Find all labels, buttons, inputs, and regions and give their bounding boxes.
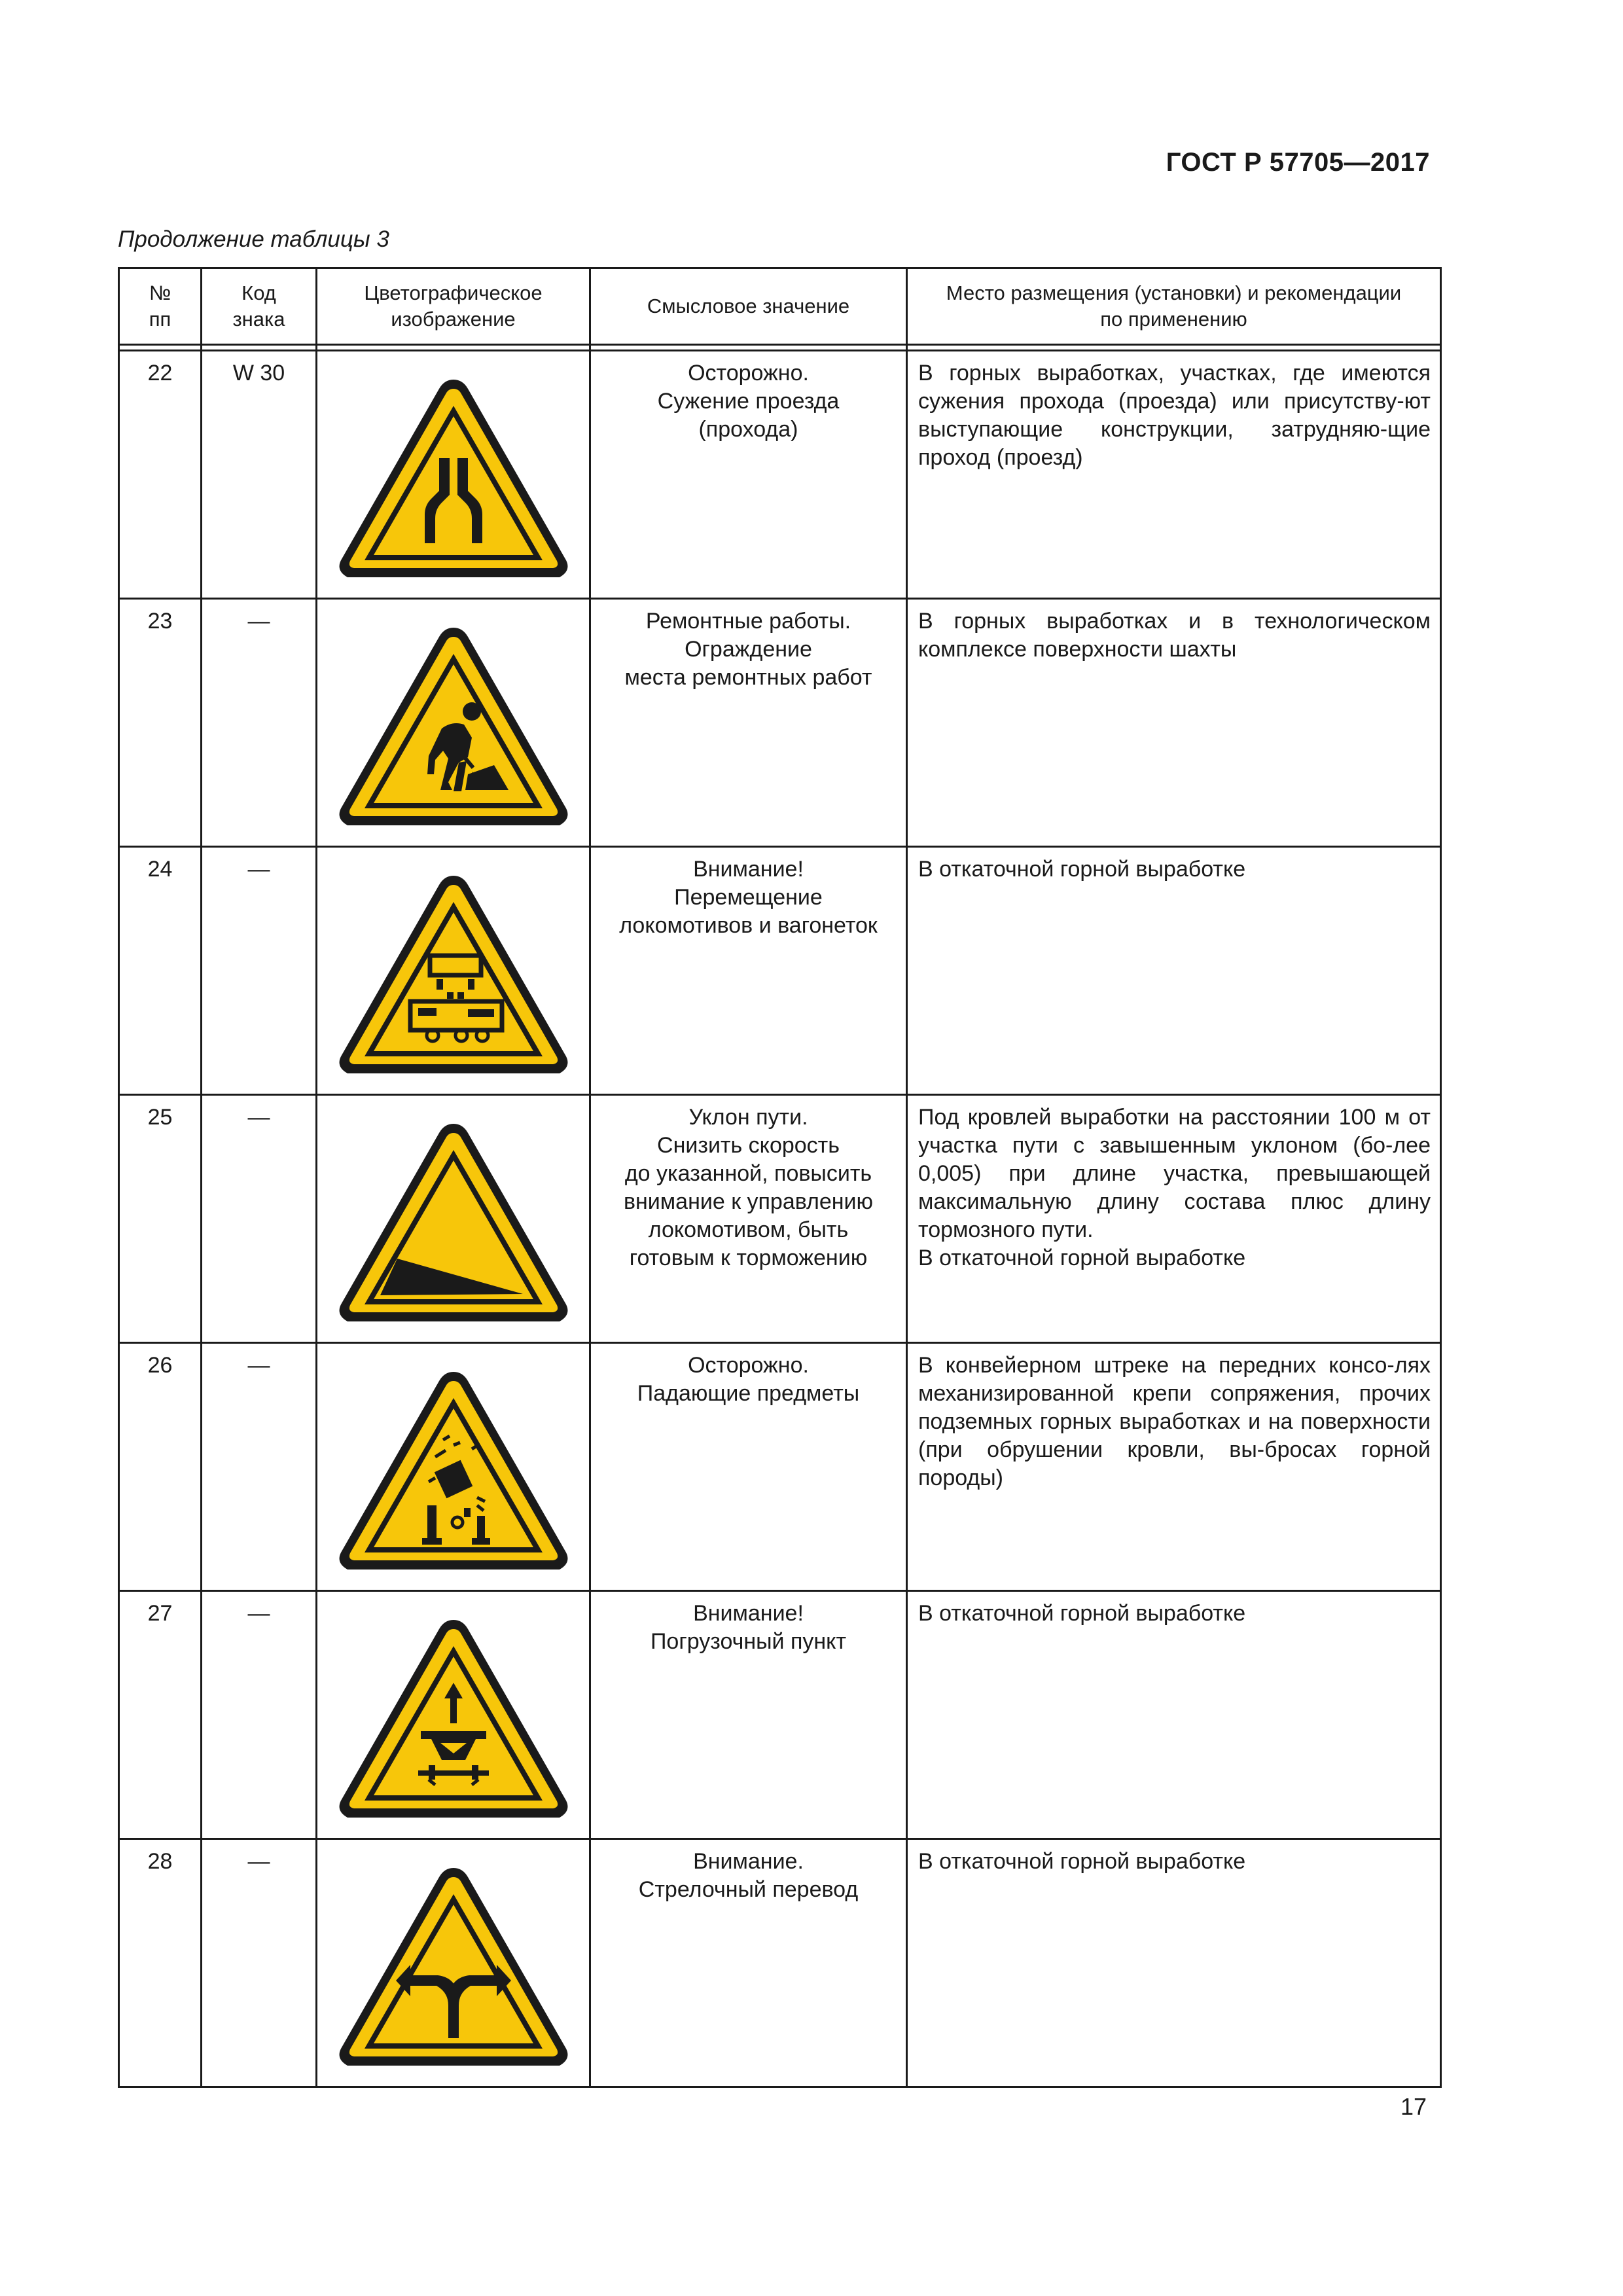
table-row	[119, 847, 1441, 1095]
sign-image-cell	[317, 1839, 590, 2087]
sign-code: —	[202, 1095, 317, 1343]
locomotive-icon	[337, 870, 570, 1081]
falling-objects-icon	[337, 1367, 570, 1577]
sign-meaning: Осторожно. Сужение проезда (прохода)	[590, 351, 907, 599]
header-meaning: Смысловое значение	[590, 268, 907, 345]
table-caption: Продолжение таблицы 3	[118, 226, 389, 252]
header-code: Код знака	[202, 268, 317, 345]
signs-table	[118, 267, 1442, 2088]
sign-image-cell	[317, 599, 590, 847]
table-row	[119, 1591, 1441, 1839]
sign-placement: В горных выработках, участках, где имеются сужения прохода (проезда) или присутству-ют выступающие конструкции, затрудняю-щие проход (проезд)	[907, 351, 1441, 599]
switch-point-icon	[337, 1863, 570, 2073]
header-image: Цветографическое изображение	[317, 268, 590, 345]
table-row	[119, 351, 1441, 599]
row-number: 28	[119, 1839, 202, 2087]
sign-image-cell	[317, 1095, 590, 1343]
standard-designation: ГОСТ Р 57705—2017	[1166, 148, 1430, 177]
table-header-row	[119, 268, 1441, 345]
sign-image-cell	[317, 847, 590, 1095]
sign-placement: В откаточной горной выработке	[907, 847, 1441, 1095]
table-row	[119, 599, 1441, 847]
table-row	[119, 1839, 1441, 2087]
row-number: 24	[119, 847, 202, 1095]
header-num: № пп	[119, 268, 202, 345]
header-place: Место размещения (установки) и рекомендации по применению	[907, 268, 1441, 345]
sign-code: —	[202, 847, 317, 1095]
row-number: 23	[119, 599, 202, 847]
sign-placement: В откаточной горной выработке	[907, 1839, 1441, 2087]
row-number: 27	[119, 1591, 202, 1839]
sign-code: —	[202, 599, 317, 847]
sign-meaning: Осторожно. Падающие предметы	[590, 1343, 907, 1591]
sign-placement: Под кровлей выработки на расстоянии 100 м от участка пути с завышенным уклоном (бо-лее 0,005) при длине участка, превышающей максимальную длину состава плюс длину тормозного пути. В откаточной горной выработке	[907, 1095, 1441, 1343]
sign-placement: В конвейерном штреке на передних консо-лях механизированной крепи сопряжения, прочих подземных горных выработках и на поверхности (при обрушении кровли, вы-бросах горной породы)	[907, 1343, 1441, 1591]
sign-image-cell	[317, 351, 590, 599]
loading-point-icon	[337, 1615, 570, 1825]
row-number: 26	[119, 1343, 202, 1591]
sign-image-cell	[317, 1343, 590, 1591]
sign-code: W 30	[202, 351, 317, 599]
row-number: 25	[119, 1095, 202, 1343]
sign-meaning: Внимание. Стрелочный перевод	[590, 1839, 907, 2087]
page-number: 17	[1400, 2093, 1427, 2120]
sign-meaning: Уклон пути. Снизить скорость до указанной, повысить внимание к управлению локомотивом, быть готовым к торможению	[590, 1095, 907, 1343]
table-row	[119, 1343, 1441, 1591]
sign-code: —	[202, 1839, 317, 2087]
sign-code: —	[202, 1591, 317, 1839]
table-row	[119, 1095, 1441, 1343]
road-works-icon	[337, 622, 570, 833]
sign-placement: В откаточной горной выработке	[907, 1591, 1441, 1839]
row-number: 22	[119, 351, 202, 599]
sign-meaning: Ремонтные работы. Ограждение места ремонтных работ	[590, 599, 907, 847]
sign-placement: В горных выработках и в технологическом комплексе поверхности шахты	[907, 599, 1441, 847]
sign-meaning: Внимание! Погрузочный пункт	[590, 1591, 907, 1839]
road-narrowing-icon	[337, 374, 570, 585]
sign-meaning: Внимание! Перемещение локомотивов и вагонеток	[590, 847, 907, 1095]
track-slope-icon	[337, 1119, 570, 1329]
sign-code: —	[202, 1343, 317, 1591]
sign-image-cell	[317, 1591, 590, 1839]
